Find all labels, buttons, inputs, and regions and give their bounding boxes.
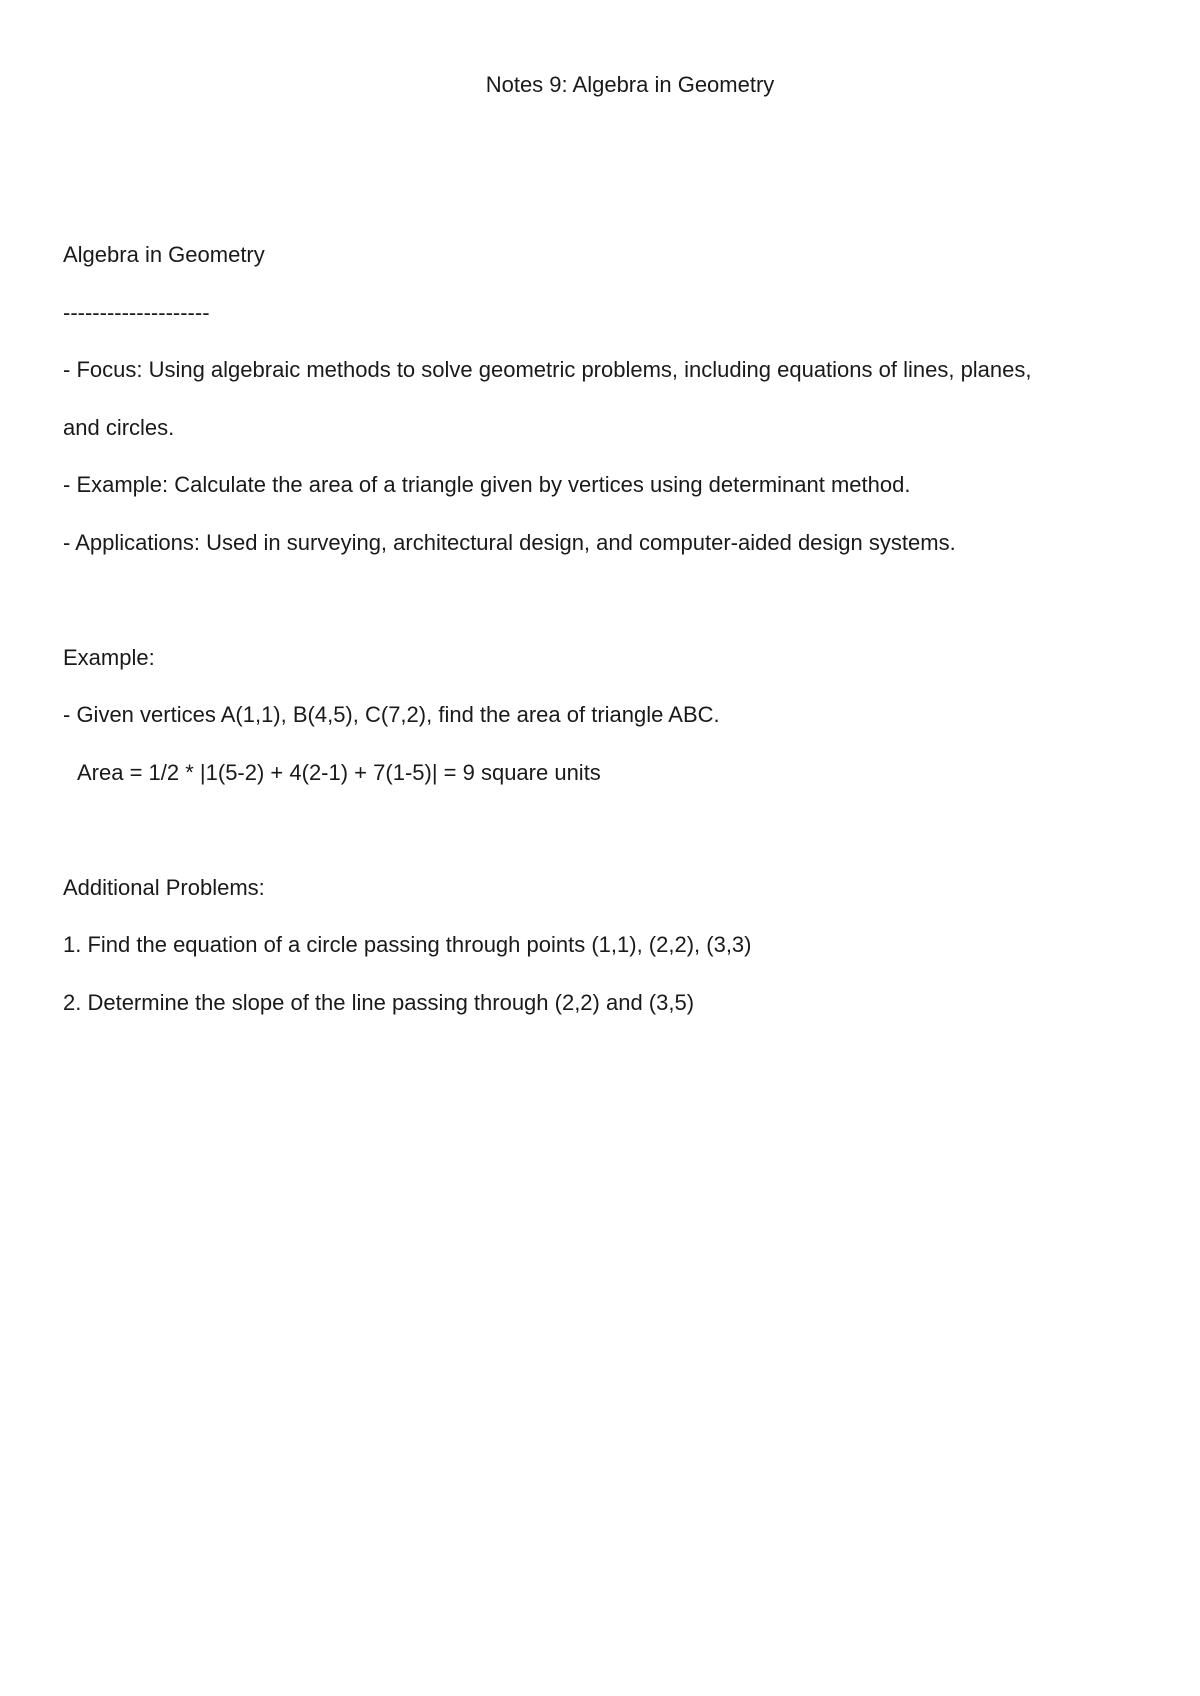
example-heading: Example: [63, 644, 155, 670]
document-body [63, 240, 1143, 1045]
example-bullet: - Example: Calculate the area of a triangle given by vertices using determinant method. [63, 472, 911, 497]
section-rule: -------------------- [63, 299, 210, 325]
blank-line [63, 585, 1143, 643]
focus-bullet-line-1: - Focus: Using algebraic methods to solve geometric problems, including equations of lines, planes, [63, 357, 1032, 382]
page-title: Notes 9: Algebra in Geometry [485, 72, 775, 97]
additional-problems-heading: Additional Problems: [63, 874, 265, 900]
problem-item: 2. Determine the slope of the line passing through (2,2) and (3,5) [63, 989, 695, 1015]
focus-bullet-line-2: and circles. [63, 414, 175, 440]
example-given: - Given vertices A(1,1), B(4,5), C(7,2), find the area of triangle ABC. [63, 702, 720, 727]
example-area-formula: Area = 1/2 * |1(5-2) + 4(2-1) + 7(1-5)| = 9 square units [77, 759, 601, 785]
section-heading: Algebra in Geometry [63, 242, 265, 267]
blank-line [63, 815, 1143, 873]
applications-bullet: - Applications: Used in surveying, architectural design, and computer-aided design systems. [63, 529, 956, 555]
problem-item: 1. Find the equation of a circle passing through points (1,1), (2,2), (3,3) [63, 932, 752, 957]
